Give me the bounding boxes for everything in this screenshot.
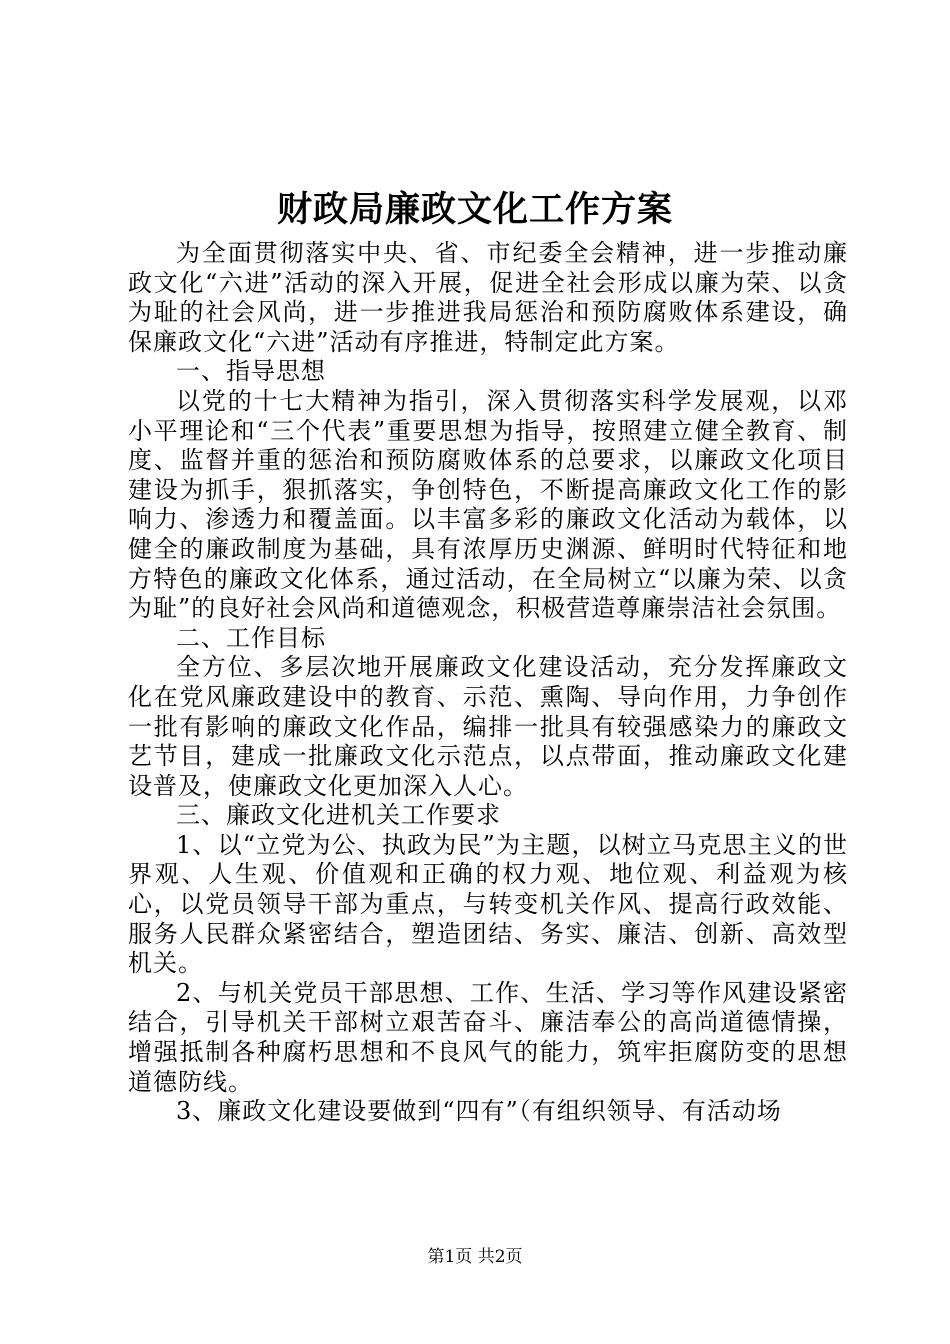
paragraph-requirement-3: 3、廉政文化建设要做到“四有”（有组织领导、有活动场 <box>176 1097 782 1126</box>
page-footer: 第1页 共2页 <box>427 1247 523 1267</box>
paragraph-intro: 为全面贯彻落实中央、省、市纪委全会精神，进一步推动廉政文化“六进”活动的深入开展，促进全社会形成以廉为荣、以贪为耻的社会风尚，进一步推进我局惩治和预防腐败体系建设，确保廉政文化“六进”活动有序推进，特制定此方案。 <box>128 239 848 356</box>
document-title: 财政局廉政文化工作方案 <box>276 189 673 230</box>
section-heading-guiding-thought: 一、指导思想 <box>176 357 326 386</box>
document-body <box>128 239 848 1127</box>
paragraph-guiding-thought: 以党的十七大精神为指引，深入贯彻落实科学发展观，以邓小平理论和“三个代表”重要思想为指导，按照建立健全教育、制度、监督并重的惩治和预防腐败体系的总要求，以廉政文化项目建设为抓手，狠抓落实，争创特色，不断提高廉政文化工作的影响力、渗透力和覆盖面。以丰富多彩的廉政文化活动为载体，以健全的廉政制度为基础，具有浓厚历史渊源、鲜明时代特征和地方特色的廉政文化体系，通过活动，在全局树立“以廉为荣、以贪为耻”的良好社会风尚和道德观念，积极营造尊廉崇洁社会氛围。 <box>128 386 848 623</box>
paragraph-requirement-2: 2、与机关党员干部思想、工作、生活、学习等作风建设紧密结合，引导机关干部树立艰苦奋斗、廉洁奉公的高尚道德情操，增强抵制各种腐朽思想和不良风气的能力，筑牢拒腐防变的思想道德防线。 <box>128 978 848 1096</box>
section-heading-requirements: 三、廉政文化进机关工作要求 <box>176 801 501 830</box>
section-heading-work-goals: 二、工作目标 <box>176 623 326 652</box>
paragraph-work-goals: 全方位、多层次地开展廉政文化建设活动，充分发挥廉政文化在党风廉政建设中的教育、示范、熏陶、导向作用，力争创作一批有影响的廉政文化作品，编排一批具有较强感染力的廉政文艺节目，建成一批廉政文化示范点，以点带面，推动廉政文化建设普及，使廉政文化更加深入人心。 <box>128 653 848 800</box>
paragraph-requirement-1: 1、以“立党为公、执政为民”为主题，以树立马克思主义的世界观、人生观、价值观和正确的权力观、地位观、利益观为核心，以党员领导干部为重点，与转变机关作风、提高行政效能、服务人民群众紧密结合，塑造团结、务实、廉洁、创新、高效型机关。 <box>128 830 848 978</box>
